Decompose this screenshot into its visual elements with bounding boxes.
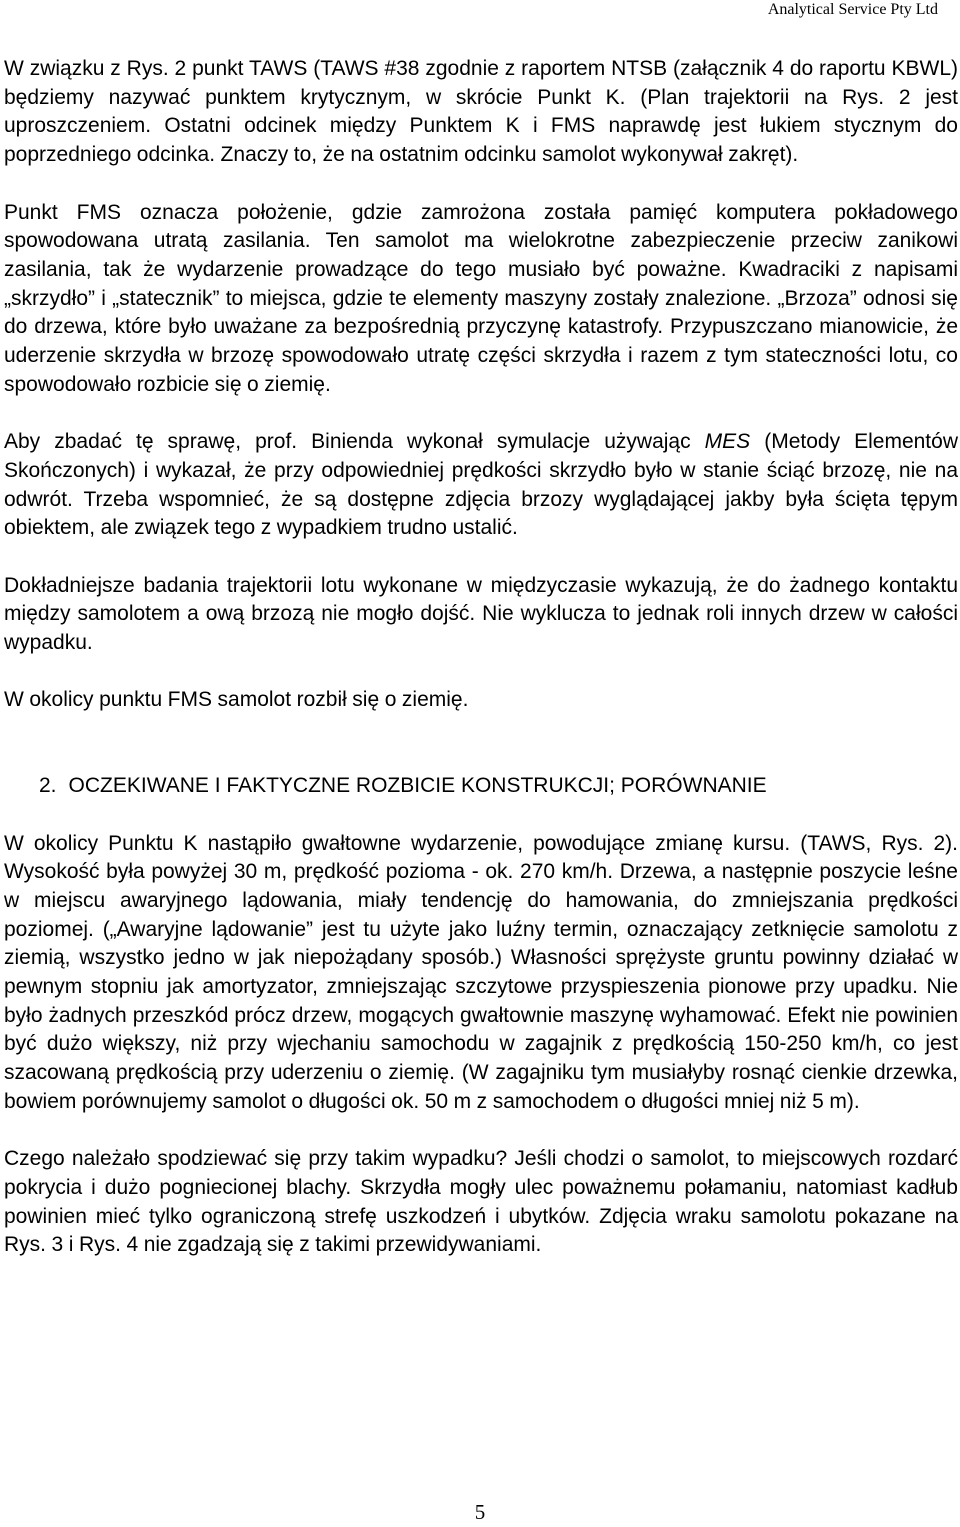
paragraph-3: [4, 428, 958, 543]
section-number: 2.: [39, 774, 57, 798]
section-heading: [4, 772, 958, 801]
paragraph-5: W okolicy punktu FMS samolot rozbił się o ziemię.: [4, 688, 469, 712]
section-paragraph-1: W okolicy Punktu K nastąpiło gwałtowne wydarzenie, powodujące zmianę kursu. (TAWS, Rys. 2). Wysokość była powyżej 30 m, prędkość pozioma - ok. 270 km/h. Drzewa, a następnie poszycie leśne w miejscu awaryjnego lądowania, miały tendencję do hamowania, do zmniejszania prędkości poziomej. („Awaryjne lądowanie” jest tu użyte jako luźny termin, oznaczający zetknięcie samolotu z ziemią, wszystko jedno w jak niepożądany sposób.) Własności sprężyste gruntu powinny działać w pewnym stopniu jak amortyzator, zmniejszając szczytowe przyspieszenia pionowe przy upadku. Nie było żadnych przeszkód prócz drzew, mogących gwałtownie maszynę wyhamować. Efekt nie powinien być dużo większy, niż przy wjechaniu samochodu w zagajnik z prędkością 150-250 km/h, co jest szacowaną prędkością przy uderzeniu o ziemię. (W zagajniku tym musiałyby rosnąć cienkie drzewka, bowiem porównujemy samolot o długości ok. 50 m z samochodem o długości mniej niż 5 m).: [4, 831, 958, 1113]
document-body: [4, 55, 958, 1289]
page-number: 5: [474, 1500, 486, 1524]
section-paragraph-2: Czego należało spodziewać się przy takim wypadku? Jeśli chodzi o samolot, to miejscowych rozdarć pokrycia i dużo pogniecionej blachy. Skrzydła mogły ulec poważnemu połamaniu, natomiast kadłub powinien mieć tylko ograniczoną strefę uszkodzeń i ubytków. Zdjęcia wraku samolotu pokazane na Rys. 3 i Rys. 4 nie zgadzają się z takimi przewidywaniami.: [4, 1147, 958, 1257]
paragraph-2: Punkt FMS oznacza położenie, gdzie zamrożona została pamięć komputera pokładowego spowodowana utratą zasilania. Ten samolot ma wielokrotne zabezpieczenie przeciw zanikowi zasilania, tak że wydarzenie prowadzące do tego musiało być poważne. Kwadraciki z napisami „skrzydło” i „statecznik” to miejsca, gdzie te elementy maszyny zostały znalezione. „Brzoza” odnosi się do drzewa, które było uważane za bezpośrednią przyczynę katastrofy. Przypuszczano mianowicie, że uderzenie skrzydła w brzozę spowodowało utratę części skrzydła i razem z tym stateczności lotu, co spowodowało rozbicie się o ziemię.: [4, 200, 958, 396]
paragraph-1: W związku z Rys. 2 punkt TAWS (TAWS #38 zgodnie z raportem NTSB (załącznik 4 do raportu KBWL) będziemy nazywać punktem krytycznym, w skrócie Punkt K. (Plan trajektorii na Rys. 2 jest uproszczeniem. Ostatni odcinek między Punktem K i FMS naprawdę jest łukiem stycznym do poprzedniego odcinka. Znaczy to, że na ostatnim odcinku samolot wykonywał zakręt).: [4, 57, 958, 167]
page-header: [768, 0, 938, 20]
section-title: OCZEKIWANE I FAKTYCZNE ROZBICIE KONSTRUKCJI; PORÓWNANIE: [68, 774, 767, 798]
page-footer: [0, 1500, 960, 1524]
paragraph-3-after: (Metody Elementów Skończonych) i wykazał, że przy odpowiedniej prędkości skrzydło było w stanie ściąć brzozę, nie na odwrót. Trzeba wspomnieć, że są dostępne zdjęcia brzozy wyglądającej jakby była ścięta tępym obiektem, ale związek tego z wypadkiem trudno ustalić.: [4, 430, 958, 540]
paragraph-3-before: Aby zbadać tę sprawę, prof. Binienda wykonał symulacje używając: [4, 430, 705, 454]
paragraph-4: Dokładniejsze badania trajektorii lotu wykonane w międzyczasie wykazują, że do żadnego kontaktu między samolotem a ową brzozą nie mogło dojść. Nie wyklucza to jednak roli innych drzew w całości wypadku.: [4, 573, 958, 655]
header-company: Analytical Service Pty Ltd: [767, 1, 938, 18]
paragraph-3-emphasis: MES: [704, 430, 751, 454]
